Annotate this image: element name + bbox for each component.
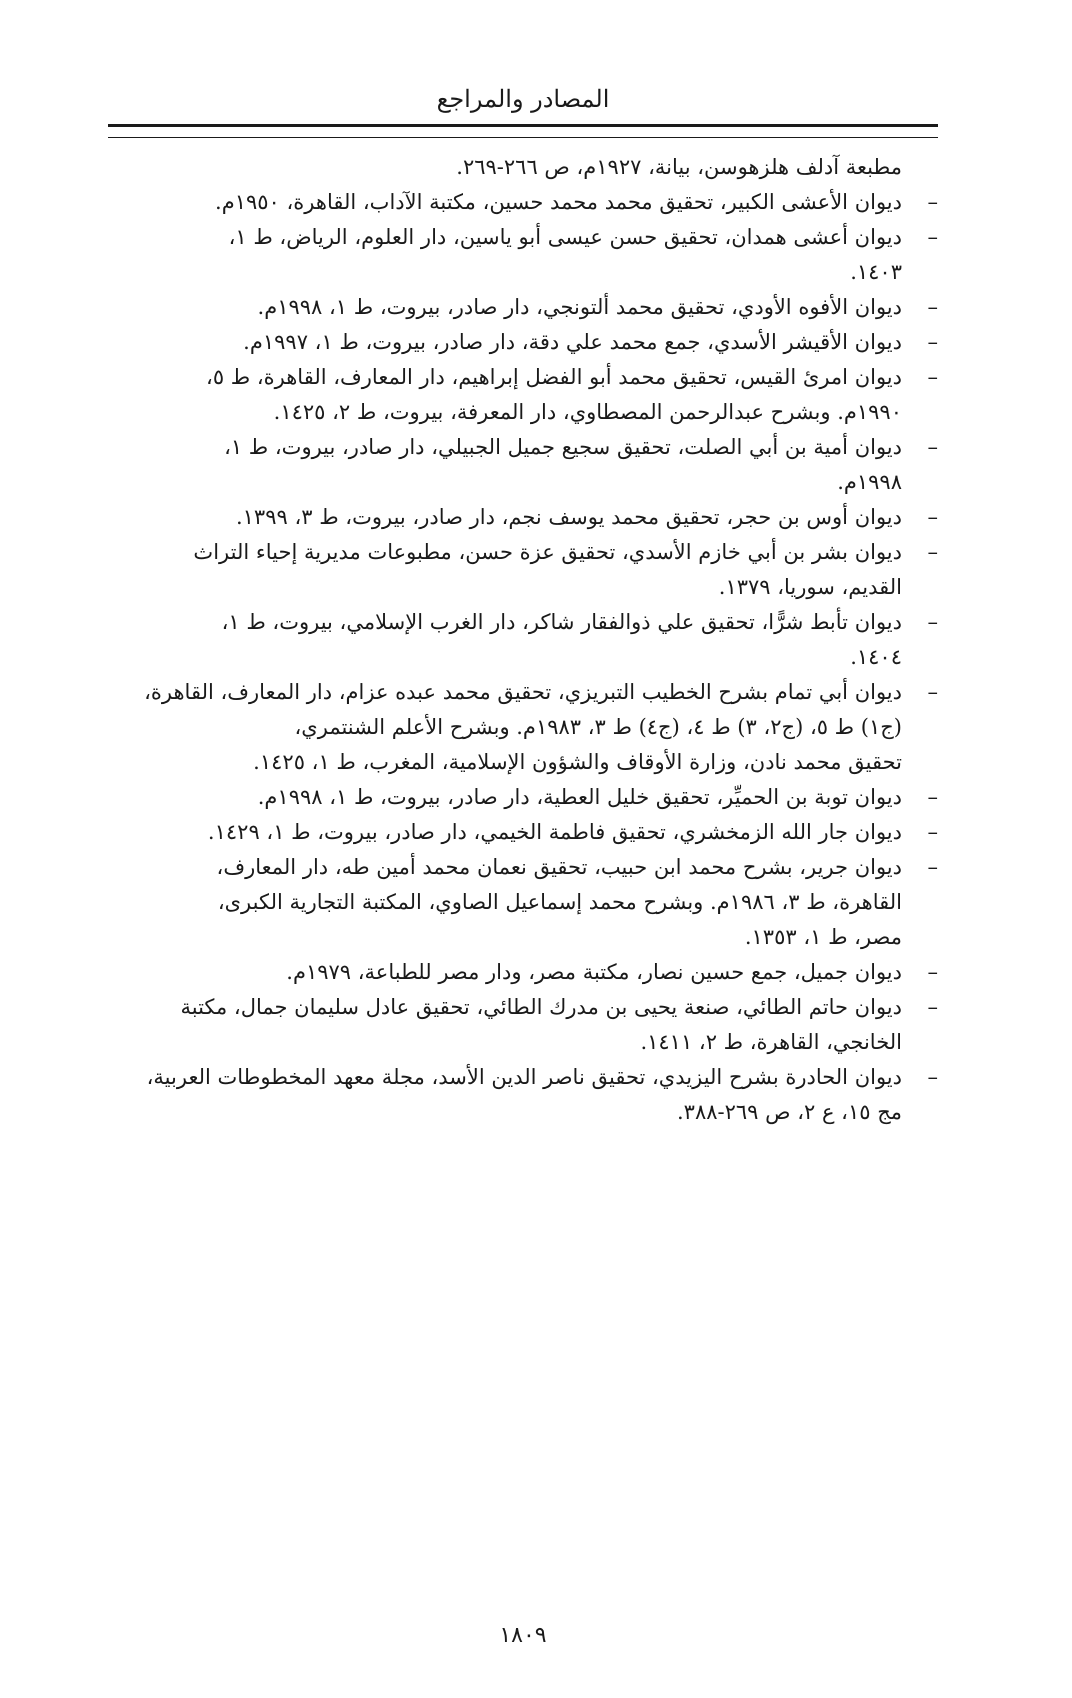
bibliography-entry — [108, 780, 938, 815]
entry-dash: – — [927, 435, 938, 459]
bibliography-entry — [108, 500, 938, 535]
entry-line: ديوان توبة بن الحميِّر، تحقيق خليل العطية، دار صادر، بيروت، ط ١، ١٩٩٨م. — [257, 785, 902, 809]
entry-line: ديوان الأعشى الكبير، تحقيق محمد محمد حسين، مكتبة الآداب، القاهرة، ١٩٥٠م. — [215, 190, 902, 214]
entry-dash: – — [927, 505, 938, 529]
entry-line: (ج١) ط ٥، (ج٢، ٣) ط ٤، (ج٤) ط ٣، ١٩٨٣م. وبشرح الأعلم الشنتمري، — [294, 715, 902, 739]
entry-line: ديوان بشر بن أبي خازم الأسدي، تحقيق عزة حسن، مطبوعات مديرية إحياء التراث — [193, 540, 902, 564]
entry-line: ديوان أبي تمام بشرح الخطيب التبريزي، تحقيق محمد عبده عزام، دار المعارف، القاهرة، — [144, 680, 902, 704]
entry-line: مصر، ط ١، ١٣٥٣. — [744, 925, 902, 949]
entry-dash: – — [927, 365, 938, 389]
bibliography-list — [108, 150, 938, 1130]
entry-dash: – — [927, 995, 938, 1019]
entry-dash: – — [927, 1065, 938, 1089]
entry-line: ديوان أعشى همدان، تحقيق حسن عيسى أبو ياسين، دار العلوم، الرياض، ط ١، — [228, 225, 902, 249]
entry-line: ديوان جار الله الزمخشري، تحقيق فاطمة الخيمي، دار صادر، بيروت، ط ١، ١٤٢٩. — [207, 820, 902, 844]
bibliography-entry — [108, 535, 938, 605]
entry-line: القديم، سوريا، ١٣٧٩. — [718, 575, 902, 599]
bibliography-entry — [108, 290, 938, 325]
running-title: المصادر والمراجع — [436, 85, 610, 113]
entry-line: الخانجي، القاهرة، ط ٢، ١٤١١. — [640, 1030, 902, 1054]
entry-line: ديوان امرئ القيس، تحقيق محمد أبو الفضل إبراهيم، دار المعارف، القاهرة، ط ٥، — [206, 365, 902, 389]
entry-line: تحقيق محمد نادن، وزارة الأوقاف والشؤون الإسلامية، المغرب، ط ١، ١٤٢٥. — [253, 750, 902, 774]
entry-line: ديوان أوس بن حجر، تحقيق محمد يوسف نجم، دار صادر، بيروت، ط ٣، ١٣٩٩. — [235, 505, 902, 529]
bibliography-entry — [108, 360, 938, 430]
entry-line: القاهرة، ط ٣، ١٩٨٦م. وبشرح محمد إسماعيل الصاوي، المكتبة التجارية الكبرى، — [217, 890, 902, 914]
entry-dash: – — [927, 820, 938, 844]
entry-line: ديوان حاتم الطائي، صنعة يحيى بن مدرك الطائي، تحقيق عادل سليمان جمال، مكتبة — [180, 995, 902, 1019]
bibliography-entry — [108, 955, 938, 990]
bibliography-entry — [108, 220, 938, 290]
entry-line: ديوان تأبط شرًّا، تحقيق علي ذوالفقار شاكر، دار الغرب الإسلامي، بيروت، ط ١، — [221, 610, 902, 634]
entry-line: ١٩٩٠م. وبشرح عبدالرحمن المصطاوي، دار المعرفة، بيروت، ط ٢، ١٤٢٥. — [273, 400, 902, 424]
entry-dash: – — [927, 190, 938, 214]
entry-dash: – — [927, 330, 938, 354]
bibliography-entry — [108, 605, 938, 675]
entry-line: ديوان الأقيشر الأسدي، جمع محمد علي دقة، دار صادر، بيروت، ط ١، ١٩٩٧م. — [243, 330, 902, 354]
entry-line: مج ١٥، ع ٢، ص ٢٦٩-٣٨٨. — [676, 1100, 902, 1124]
bibliography-entry — [108, 1060, 938, 1130]
bibliography-entry — [108, 185, 938, 220]
entry-line: ١٩٩٨م. — [837, 470, 902, 494]
entry-dash: – — [927, 610, 938, 634]
entry-dash: – — [927, 785, 938, 809]
entry-line: ديوان جميل، جمع حسين نصار، مكتبة مصر، ودار مصر للطباعة، ١٩٧٩م. — [286, 960, 902, 984]
page-number: ١٨٠٩ — [499, 1623, 547, 1648]
bibliography-entry — [108, 675, 938, 780]
continuation-line: مطبعة آدلف هلزهوسن، بيانة، ١٩٢٧م، ص ٢٦٦-٢٦٩. — [456, 155, 902, 179]
page — [108, 0, 938, 1698]
entry-dash: – — [927, 960, 938, 984]
entry-line: ديوان الأفوه الأودي، تحقيق محمد ألتونجي، دار صادر، بيروت، ط ١، ١٩٩٨م. — [257, 295, 902, 319]
header-rule-thick — [108, 124, 938, 127]
entry-dash: – — [927, 680, 938, 704]
bibliography-entry — [108, 990, 938, 1060]
bibliography-entry — [108, 815, 938, 850]
entry-dash: – — [927, 225, 938, 249]
bibliography-entry — [108, 850, 938, 955]
entry-line: ديوان الحادرة بشرح اليزيدي، تحقيق ناصر الدين الأسد، مجلة معهد المخطوطات العربية، — [146, 1065, 902, 1089]
bibliography-entry — [108, 325, 938, 360]
entry-dash: – — [927, 295, 938, 319]
entry-line: ديوان جرير، بشرح محمد ابن حبيب، تحقيق نعمان محمد أمين طه، دار المعارف، — [216, 855, 902, 879]
entry-line: ديوان أمية بن أبي الصلت، تحقيق سجيع جميل الجبيلي، دار صادر، بيروت، ط ١، — [224, 435, 902, 459]
entry-dash: – — [927, 540, 938, 564]
entry-line: ١٤٠٤. — [850, 645, 902, 669]
bibliography-entry — [108, 430, 938, 500]
header-rule-thin — [108, 137, 938, 138]
entry-dash: – — [927, 855, 938, 879]
entry-line: ١٤٠٣. — [850, 260, 902, 284]
